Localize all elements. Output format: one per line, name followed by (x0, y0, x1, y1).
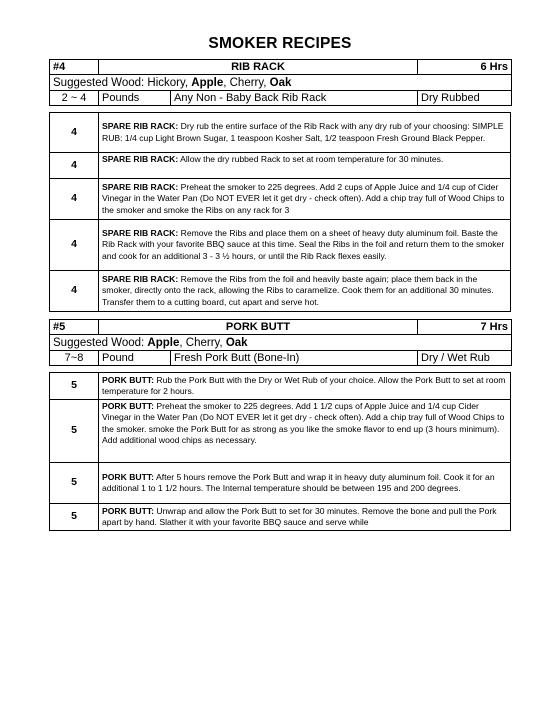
step-text: PORK BUTT: After 5 hours remove the Pork Butt and wrap it in heavy duty aluminum foil. Cook it for an additional 1 to 1 1/2 hours. The Internal temperature should be between 195 and 200 degrees. (99, 463, 511, 504)
recipe-steps-pork-butt (49, 372, 511, 531)
step-row (50, 463, 511, 504)
step-row (50, 179, 511, 220)
prep-style: Dry Rubbed (418, 91, 512, 106)
step-number: 4 (50, 113, 99, 153)
step-text: SPARE RIB RACK: Preheat the smoker to 225 degrees. Add 2 cups of Apple Juice and 1/4 cup of Cider Vinegar in the Water Pan (Do NOT EVER let it get dry - check often). Add a chip tray full of Wood Chips to the smoker and smoke the Ribs on any rack for 3 (99, 179, 511, 220)
step-number: 5 (50, 504, 99, 531)
step-text: PORK BUTT: Preheat the smoker to 225 degrees. Add 1 1/2 cups of Apple Juice and 1/4 cup Cider Vinegar in the Water Pan (Do NOT EVER let it get dry - check often). Add a chip tray full of Wood Chips to the smoker. smoke the Pork Butt for as strong as you like the smoke flavor to end up (3 hours minimum). Add additional wood chips as necessary. (99, 400, 511, 463)
quantity: 2 ~ 4 (50, 91, 99, 106)
step-number: 4 (50, 271, 99, 312)
meat-cut: Fresh Pork Butt (Bone-In) (171, 351, 418, 366)
suggested-wood: Suggested Wood: Hickory, Apple, Cherry, Oak (50, 75, 512, 91)
unit: Pounds (99, 91, 171, 106)
step-text: SPARE RIB RACK: Remove the Ribs and place them on a sheet of heavy duty aluminum foil. Baste the Rib Rack with your favorite BBQ sauce at this time. Seal the Ribs in the foil and return them to the smoker and cook for an additional 3 - 3 ½ hours, or until the Rib Rack flexes easily. (99, 220, 511, 271)
step-row (50, 153, 511, 179)
meat-cut: Any Non - Baby Back Rib Rack (171, 91, 418, 106)
step-text: PORK BUTT: Unwrap and allow the Pork Butt to set for 30 minutes. Remove the bone and pull the Pork apart by hand. Slather it with your favorite BBQ sauce and serve while (99, 504, 511, 531)
recipe-name: PORK BUTT (99, 320, 418, 335)
step-text: PORK BUTT: Rub the Pork Butt with the Dry or Wet Rub of your choice. Allow the Pork Butt to set at room temperature for 2 hours. (99, 373, 511, 400)
step-row (50, 220, 511, 271)
step-number: 4 (50, 179, 99, 220)
step-number: 4 (50, 153, 99, 179)
recipe-header-rib-rack (49, 59, 512, 106)
step-row (50, 271, 511, 312)
step-row (50, 504, 511, 531)
step-number: 5 (50, 463, 99, 504)
recipe-time: 6 Hrs (418, 60, 512, 75)
recipe-header-pork-butt (49, 319, 512, 366)
suggested-wood: Suggested Wood: Apple, Cherry, Oak (50, 335, 512, 351)
step-row (50, 113, 511, 153)
prep-style: Dry / Wet Rub (418, 351, 512, 366)
step-text: SPARE RIB RACK: Remove the Ribs from the foil and heavily baste again; place them back in the smoker, directly onto the rack, allowing the Ribs to caramelize. Cook them for an additional 30 minutes. Transfer them to a cutting board, cut apart and serve hot. (99, 271, 511, 312)
recipe-steps-rib-rack (49, 112, 511, 312)
recipe-number: #5 (50, 320, 99, 335)
unit: Pound (99, 351, 171, 366)
step-row (50, 400, 511, 463)
step-text: SPARE RIB RACK: Dry rub the entire surface of the Rib Rack with any dry rub of your choosing: SIMPLE RUB: 1/4 cup Light Brown Sugar, 1 teaspoon Kosher Salt, 1/2 teaspoon Fresh Ground Black Pepper. (99, 113, 511, 153)
step-number: 5 (50, 373, 99, 400)
recipe-number: #4 (50, 60, 99, 75)
page-title: SMOKER RECIPES (208, 35, 352, 52)
step-text: SPARE RIB RACK: Allow the dry rubbed Rack to set at room temperature for 30 minutes. (99, 153, 511, 179)
step-row (50, 373, 511, 400)
recipe-name: RIB RACK (99, 60, 418, 75)
recipe-time: 7 Hrs (418, 320, 512, 335)
step-number: 5 (50, 400, 99, 463)
quantity: 7~8 (50, 351, 99, 366)
step-number: 4 (50, 220, 99, 271)
